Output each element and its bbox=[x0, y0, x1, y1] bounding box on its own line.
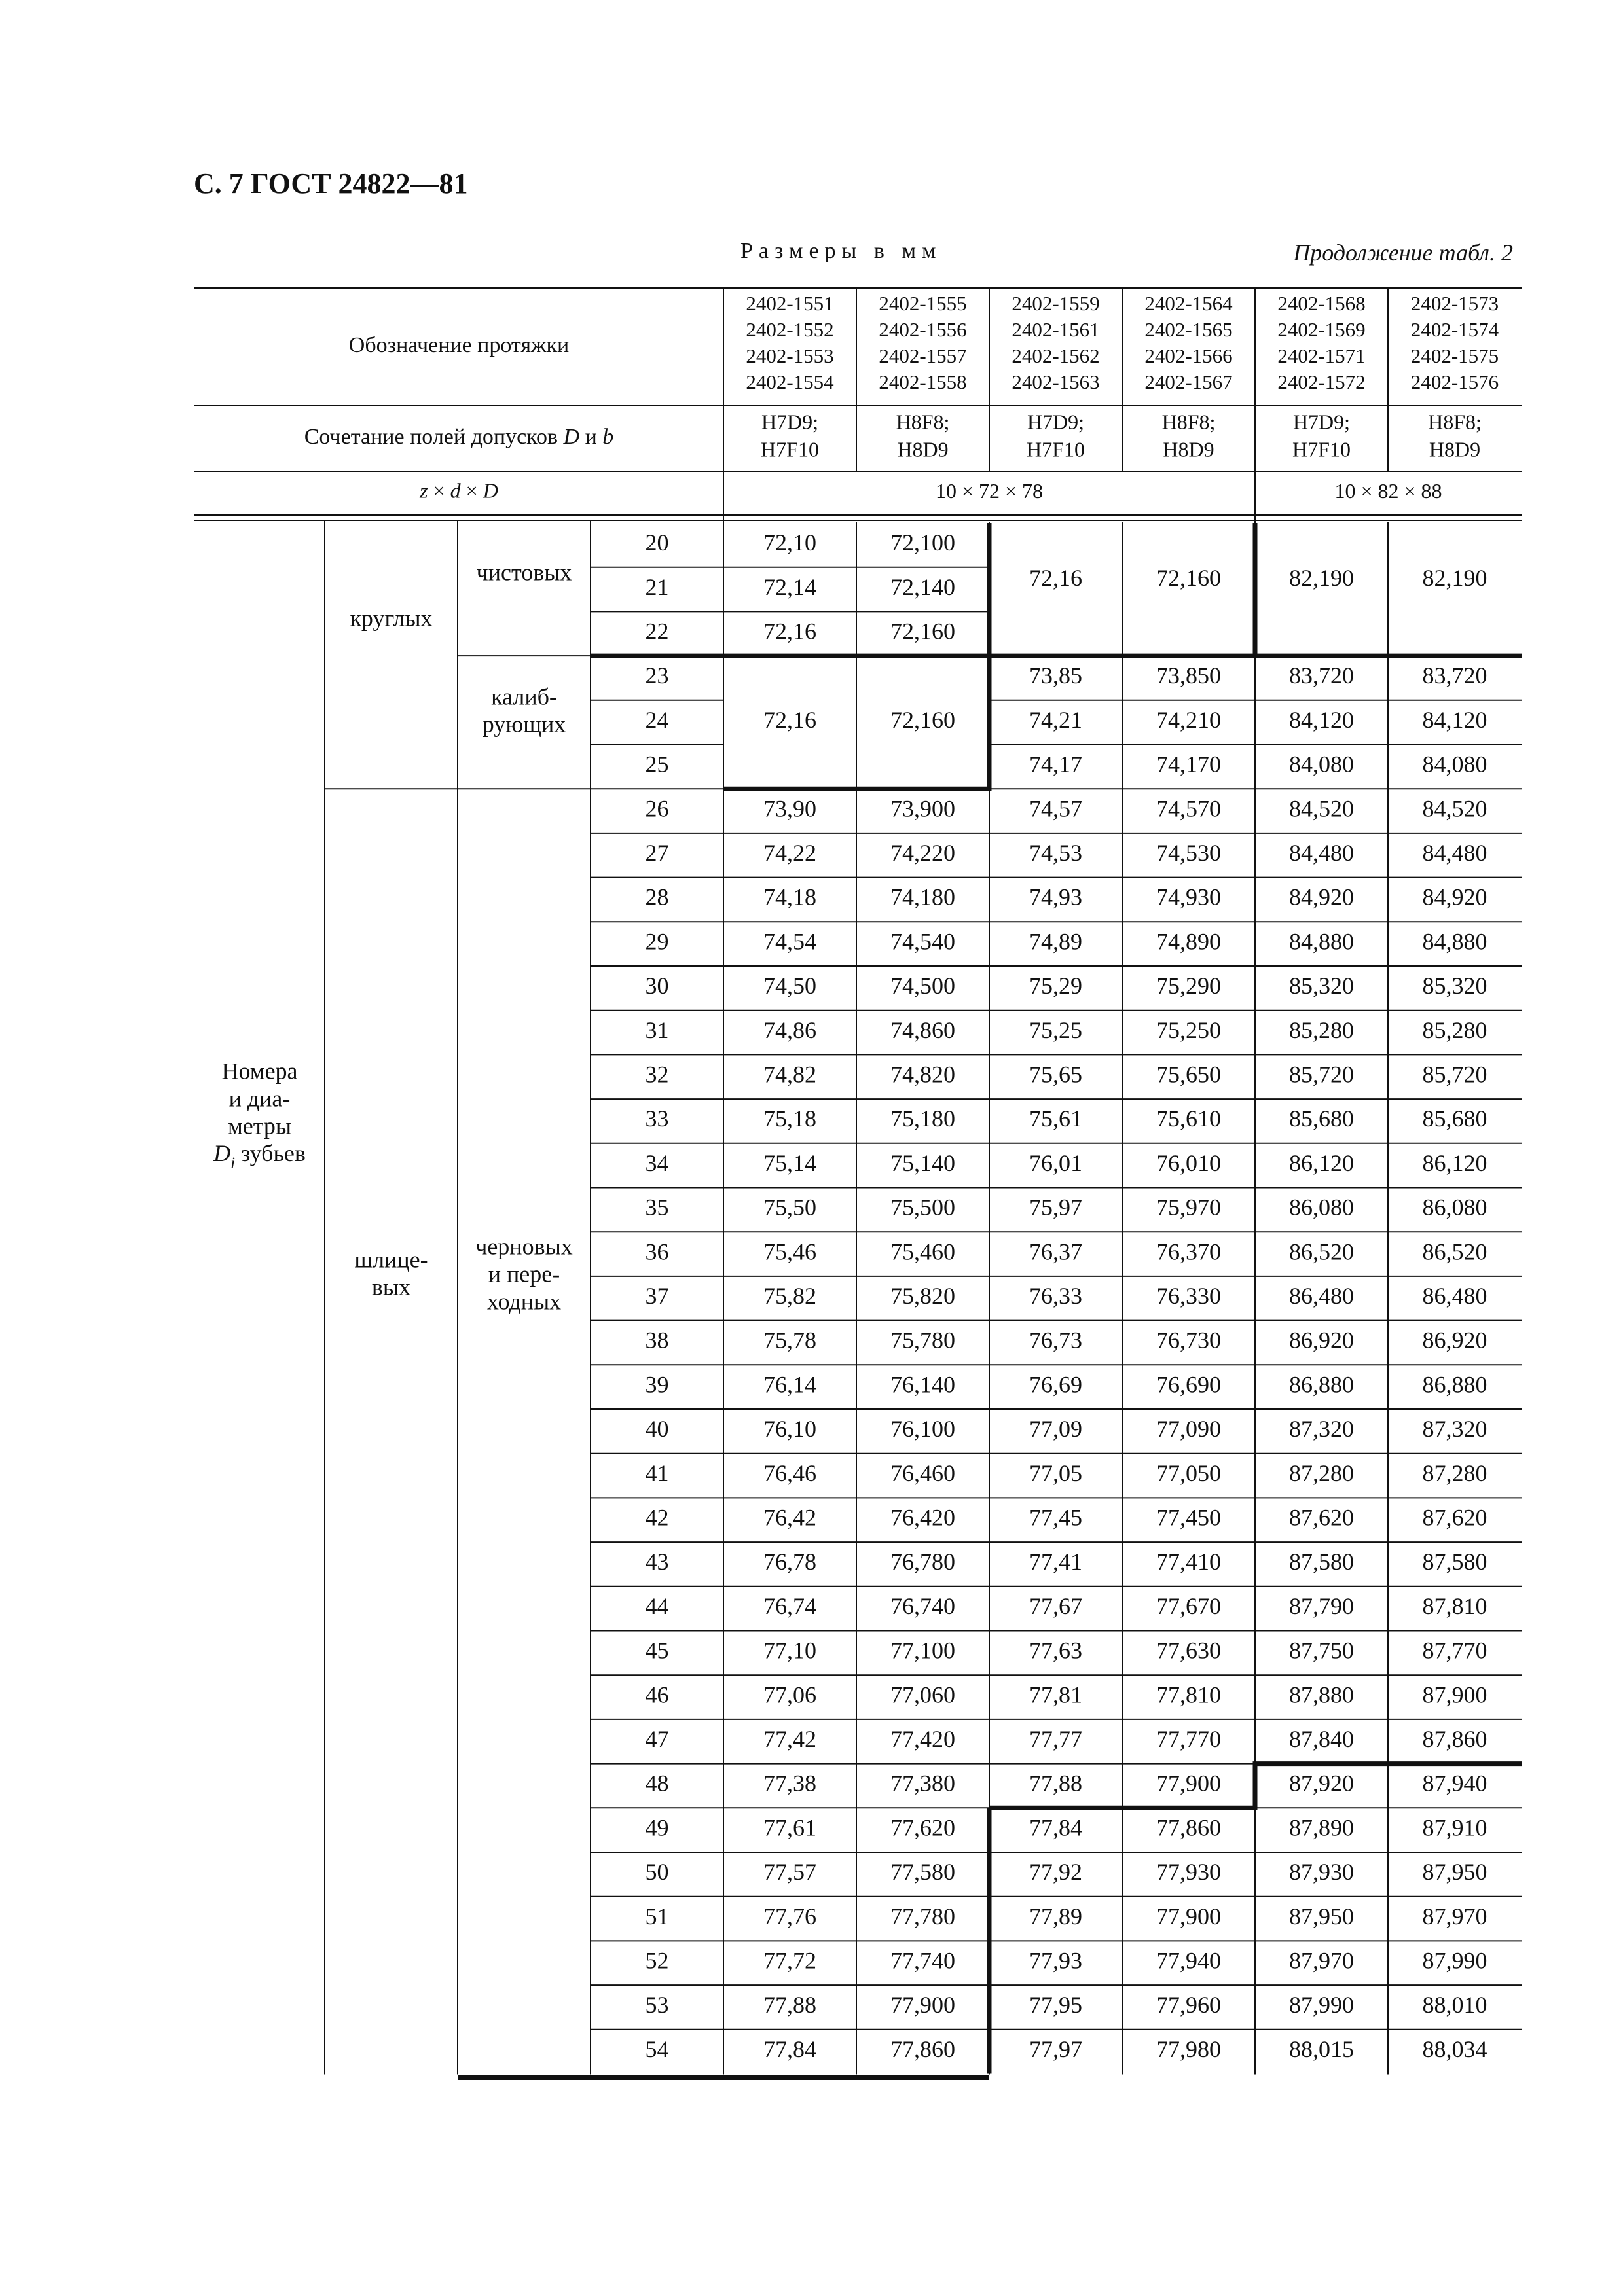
diameter-value: 87,320 bbox=[1422, 1416, 1487, 1443]
designation-code: 2402-1552 bbox=[746, 318, 834, 342]
diameter-value: 77,97 bbox=[1029, 2036, 1082, 2062]
diameter-value: 87,280 bbox=[1422, 1460, 1487, 1486]
diameter-value: 77,740 bbox=[890, 1947, 955, 1974]
tooth-number: 38 bbox=[645, 1327, 669, 1354]
main-category-label: $D_i$ зубьев bbox=[213, 1140, 306, 1173]
diameter-value: 77,45 bbox=[1029, 1504, 1082, 1531]
diameter-value: 77,930 bbox=[1156, 1859, 1221, 1886]
diameter-value: 87,280 bbox=[1289, 1460, 1354, 1486]
diameter-value: 77,060 bbox=[890, 1681, 955, 1708]
diameter-value: 86,120 bbox=[1289, 1149, 1354, 1176]
diameter-value: 87,770 bbox=[1422, 1637, 1487, 1664]
diameter-value: 77,57 bbox=[763, 1859, 816, 1886]
tooth-number: 42 bbox=[645, 1504, 669, 1531]
diameter-value: 77,620 bbox=[890, 1814, 955, 1841]
diameter-value: 84,520 bbox=[1289, 795, 1354, 822]
diameter-value: 87,890 bbox=[1289, 1814, 1354, 1841]
diameter-value: 76,420 bbox=[890, 1504, 955, 1531]
tooth-number: 54 bbox=[645, 2036, 669, 2062]
diameter-value: 82,190 bbox=[1289, 564, 1354, 591]
diameter-value: 74,86 bbox=[763, 1016, 816, 1043]
diameter-value: 77,090 bbox=[1156, 1416, 1221, 1443]
tooth-number: 39 bbox=[645, 1371, 669, 1398]
tooth-number: 51 bbox=[645, 1903, 669, 1929]
diameter-value: 87,620 bbox=[1289, 1504, 1354, 1531]
diameter-value: 73,900 bbox=[890, 795, 955, 822]
page-title: С. 7 ГОСТ 24822—81 bbox=[194, 168, 468, 200]
size-group-1: 10 × 72 × 78 bbox=[935, 478, 1044, 503]
diameter-value: 87,880 bbox=[1289, 1681, 1354, 1708]
diameter-value: 83,720 bbox=[1289, 662, 1354, 689]
diameter-value: 77,89 bbox=[1029, 1903, 1082, 1929]
tooth-number: 49 bbox=[645, 1814, 669, 1841]
diameter-value: 77,940 bbox=[1156, 1947, 1221, 1974]
diameter-value: 75,65 bbox=[1029, 1061, 1082, 1088]
tolerance-code: H8D9 bbox=[897, 437, 949, 461]
tooth-number: 47 bbox=[645, 1726, 669, 1753]
tooth-number: 50 bbox=[645, 1859, 669, 1886]
diameter-value: 86,880 bbox=[1289, 1371, 1354, 1398]
tooth-number: 29 bbox=[645, 928, 669, 955]
zdD-label: z × d × D bbox=[420, 478, 498, 503]
diameter-value: 72,14 bbox=[763, 573, 816, 600]
diameter-value: 87,970 bbox=[1289, 1947, 1354, 1974]
diameter-value: 77,61 bbox=[763, 1814, 816, 1841]
diameter-value: 76,370 bbox=[1156, 1238, 1221, 1265]
diameter-value: 86,880 bbox=[1422, 1371, 1487, 1398]
diameter-value: 75,14 bbox=[763, 1149, 816, 1176]
diameter-value: 76,330 bbox=[1156, 1283, 1221, 1310]
diameter-value: 77,05 bbox=[1029, 1460, 1082, 1486]
diameter-value: 77,900 bbox=[1156, 1770, 1221, 1797]
diameter-value: 86,520 bbox=[1289, 1238, 1354, 1265]
diameter-value: 77,88 bbox=[763, 1992, 816, 2018]
diameter-value: 72,160 bbox=[1156, 564, 1221, 591]
designation-code: 2402-1566 bbox=[1144, 344, 1233, 368]
diameter-value: 74,220 bbox=[890, 840, 955, 867]
diameter-value: 75,50 bbox=[763, 1194, 816, 1221]
diameter-value: 76,78 bbox=[763, 1549, 816, 1575]
diameter-value: 77,06 bbox=[763, 1681, 816, 1708]
designation-code: 2402-1567 bbox=[1144, 370, 1233, 394]
diameter-value: 87,920 bbox=[1289, 1770, 1354, 1797]
diameter-value: 74,180 bbox=[890, 884, 955, 910]
diameter-value: 77,050 bbox=[1156, 1460, 1221, 1486]
diameter-value: 77,380 bbox=[890, 1770, 955, 1797]
diameter-value: 72,16 bbox=[763, 706, 816, 733]
diameter-value: 84,080 bbox=[1422, 751, 1487, 778]
spline-teeth-label: шлице- bbox=[354, 1246, 428, 1273]
diameter-value: 77,63 bbox=[1029, 1637, 1082, 1664]
diameter-value: 85,320 bbox=[1289, 973, 1354, 999]
diameter-value: 86,920 bbox=[1289, 1327, 1354, 1354]
diameter-value: 77,09 bbox=[1029, 1416, 1082, 1443]
tolerance-code: H7D9; bbox=[1027, 410, 1085, 434]
diameter-value: 74,820 bbox=[890, 1061, 955, 1088]
diameter-value: 88,034 bbox=[1422, 2036, 1487, 2062]
tooth-number: 53 bbox=[645, 1992, 669, 2018]
diameter-value: 87,620 bbox=[1422, 1504, 1487, 1531]
tooth-number: 41 bbox=[645, 1460, 669, 1486]
tooth-number: 31 bbox=[645, 1016, 669, 1043]
diameter-value: 77,980 bbox=[1156, 2036, 1221, 2062]
diameter-value: 86,520 bbox=[1422, 1238, 1487, 1265]
tooth-number: 52 bbox=[645, 1947, 669, 1974]
diameter-value: 84,120 bbox=[1422, 706, 1487, 733]
tooth-number: 27 bbox=[645, 840, 669, 867]
diameter-value: 86,080 bbox=[1289, 1194, 1354, 1221]
diameter-value: 87,580 bbox=[1422, 1549, 1487, 1575]
diameter-value: 76,42 bbox=[763, 1504, 816, 1531]
main-category-label: метры bbox=[227, 1113, 292, 1139]
rough-transition-label: и пере- bbox=[488, 1261, 560, 1287]
diameter-value: 75,25 bbox=[1029, 1016, 1082, 1043]
tooth-number: 26 bbox=[645, 795, 669, 822]
diameter-value: 74,930 bbox=[1156, 884, 1221, 910]
tooth-number: 46 bbox=[645, 1681, 669, 1708]
diameter-value: 87,990 bbox=[1289, 1992, 1354, 2018]
tooth-number: 24 bbox=[645, 706, 669, 733]
diameter-value: 76,730 bbox=[1156, 1327, 1221, 1354]
diameter-value: 74,540 bbox=[890, 928, 955, 955]
tolerance-code: H8D9 bbox=[1429, 437, 1481, 461]
tooth-number: 43 bbox=[645, 1549, 669, 1575]
diameter-value: 85,720 bbox=[1422, 1061, 1487, 1088]
diameter-value: 76,010 bbox=[1156, 1149, 1221, 1176]
diameter-value: 76,140 bbox=[890, 1371, 955, 1398]
diameter-value: 77,41 bbox=[1029, 1549, 1082, 1575]
diameter-value: 74,89 bbox=[1029, 928, 1082, 955]
tooth-number: 30 bbox=[645, 973, 669, 999]
diameter-value: 74,500 bbox=[890, 973, 955, 999]
designation-code: 2402-1559 bbox=[1012, 292, 1100, 315]
designation-code: 2402-1554 bbox=[746, 370, 834, 394]
diameter-value: 86,120 bbox=[1422, 1149, 1487, 1176]
designation-code: 2402-1564 bbox=[1144, 292, 1233, 315]
designation-code: 2402-1553 bbox=[746, 344, 834, 368]
diameter-value: 75,780 bbox=[890, 1327, 955, 1354]
diameter-value: 86,480 bbox=[1289, 1283, 1354, 1310]
diameter-value: 75,82 bbox=[763, 1283, 816, 1310]
diameter-value: 84,920 bbox=[1422, 884, 1487, 910]
designation-code: 2402-1556 bbox=[879, 318, 967, 342]
diameter-value: 77,810 bbox=[1156, 1681, 1221, 1708]
designation-code: 2402-1568 bbox=[1277, 292, 1366, 315]
diameter-value: 76,460 bbox=[890, 1460, 955, 1486]
diameter-value: 85,320 bbox=[1422, 973, 1487, 999]
diameter-value: 74,57 bbox=[1029, 795, 1082, 822]
main-category-label: и диа- bbox=[228, 1085, 291, 1112]
diameter-value: 87,320 bbox=[1289, 1416, 1354, 1443]
designation-code: 2402-1557 bbox=[879, 344, 967, 368]
tolerance-code: H8F8; bbox=[896, 410, 950, 434]
diameter-value: 76,690 bbox=[1156, 1371, 1221, 1398]
diameter-value: 77,900 bbox=[1156, 1903, 1221, 1929]
diameter-value: 75,650 bbox=[1156, 1061, 1221, 1088]
designation-code: 2402-1561 bbox=[1012, 318, 1100, 342]
diameter-value: 77,95 bbox=[1029, 1992, 1082, 2018]
diameter-value: 87,860 bbox=[1422, 1726, 1487, 1753]
size-group-2: 10 × 82 × 88 bbox=[1334, 478, 1442, 503]
tooth-number: 36 bbox=[645, 1238, 669, 1265]
tooth-number: 22 bbox=[645, 618, 669, 645]
diameter-value: 86,480 bbox=[1422, 1283, 1487, 1310]
tolerance-fields-label: Сочетание полей допусков D и b bbox=[304, 424, 614, 449]
designation-code: 2402-1572 bbox=[1277, 370, 1366, 394]
diameter-value: 72,140 bbox=[890, 573, 955, 600]
diameter-value: 77,42 bbox=[763, 1726, 816, 1753]
tooth-number: 35 bbox=[645, 1194, 669, 1221]
diameter-value: 85,280 bbox=[1289, 1016, 1354, 1043]
calibrating-label: калиб- bbox=[491, 683, 557, 710]
diameter-value: 84,880 bbox=[1422, 928, 1487, 955]
tolerance-code: H7F10 bbox=[761, 437, 819, 461]
diameter-value: 72,160 bbox=[890, 618, 955, 645]
diameter-value: 84,920 bbox=[1289, 884, 1354, 910]
diameter-value: 85,280 bbox=[1422, 1016, 1487, 1043]
designation-code: 2402-1569 bbox=[1277, 318, 1366, 342]
diameter-value: 87,790 bbox=[1289, 1592, 1354, 1619]
tooth-number: 34 bbox=[645, 1149, 669, 1176]
diameter-value: 75,290 bbox=[1156, 973, 1221, 999]
diameter-value: 75,140 bbox=[890, 1149, 955, 1176]
designation-code: 2402-1555 bbox=[879, 292, 967, 315]
diameter-value: 77,960 bbox=[1156, 1992, 1221, 2018]
diameter-value: 77,77 bbox=[1029, 1726, 1082, 1753]
diameter-value: 87,950 bbox=[1422, 1859, 1487, 1886]
diameter-value: 74,570 bbox=[1156, 795, 1221, 822]
designation-label: Обозначение протяжки bbox=[348, 332, 570, 357]
diameter-value: 77,100 bbox=[890, 1637, 955, 1664]
diameter-value: 87,750 bbox=[1289, 1637, 1354, 1664]
diameter-value: 74,53 bbox=[1029, 840, 1082, 867]
diameter-value: 87,940 bbox=[1422, 1770, 1487, 1797]
diameter-value: 77,860 bbox=[890, 2036, 955, 2062]
diameter-value: 73,850 bbox=[1156, 662, 1221, 689]
diameter-value: 72,100 bbox=[890, 529, 955, 556]
diameter-value: 77,580 bbox=[890, 1859, 955, 1886]
main-category-label: Номера bbox=[221, 1058, 298, 1085]
diameter-value: 86,920 bbox=[1422, 1327, 1487, 1354]
tolerance-code: H7D9; bbox=[1292, 410, 1351, 434]
designation-code: 2402-1562 bbox=[1012, 344, 1100, 368]
diameter-value: 77,92 bbox=[1029, 1859, 1082, 1886]
diameter-value: 72,16 bbox=[763, 618, 816, 645]
diameter-value: 77,67 bbox=[1029, 1592, 1082, 1619]
diameter-value: 87,840 bbox=[1289, 1726, 1354, 1753]
diameter-value: 76,37 bbox=[1029, 1238, 1082, 1265]
diameter-value: 87,810 bbox=[1422, 1592, 1487, 1619]
calibrating-label: рующих bbox=[482, 711, 566, 738]
tolerance-code: H7F10 bbox=[1292, 437, 1351, 461]
diameter-value: 74,82 bbox=[763, 1061, 816, 1088]
spline-teeth-label: вых bbox=[371, 1274, 411, 1300]
diameter-value: 73,85 bbox=[1029, 662, 1082, 689]
diameter-value: 76,780 bbox=[890, 1549, 955, 1575]
diameter-value: 77,72 bbox=[763, 1947, 816, 1974]
diameter-value: 77,84 bbox=[1029, 1814, 1082, 1841]
diameter-value: 87,930 bbox=[1289, 1859, 1354, 1886]
diameter-value: 76,01 bbox=[1029, 1149, 1082, 1176]
diameter-value: 75,970 bbox=[1156, 1194, 1221, 1221]
tooth-number: 21 bbox=[645, 573, 669, 600]
tolerance-code: H7F10 bbox=[1027, 437, 1085, 461]
diameter-value: 88,010 bbox=[1422, 1992, 1487, 2018]
tooth-number: 28 bbox=[645, 884, 669, 910]
diameter-value: 74,890 bbox=[1156, 928, 1221, 955]
diameter-value: 87,900 bbox=[1422, 1681, 1487, 1708]
diameter-value: 77,780 bbox=[890, 1903, 955, 1929]
diameter-value: 76,33 bbox=[1029, 1283, 1082, 1310]
tolerance-code: H8F8; bbox=[1161, 410, 1216, 434]
diameter-value: 74,210 bbox=[1156, 706, 1221, 733]
diameter-value: 75,46 bbox=[763, 1238, 816, 1265]
diameter-value: 75,610 bbox=[1156, 1105, 1221, 1132]
tooth-number: 48 bbox=[645, 1770, 669, 1797]
diameter-value: 84,880 bbox=[1289, 928, 1354, 955]
diameter-value: 77,420 bbox=[890, 1726, 955, 1753]
tooth-number: 37 bbox=[645, 1283, 669, 1310]
finishing-label: чистовых bbox=[476, 559, 572, 586]
diameter-value: 84,520 bbox=[1422, 795, 1487, 822]
diameter-value: 75,180 bbox=[890, 1105, 955, 1132]
rough-transition-label: черновых bbox=[475, 1233, 573, 1260]
diameter-value: 87,950 bbox=[1289, 1903, 1354, 1929]
diameter-value: 76,46 bbox=[763, 1460, 816, 1486]
diameter-value: 75,500 bbox=[890, 1194, 955, 1221]
diameter-value: 85,680 bbox=[1289, 1105, 1354, 1132]
table-continuation-note: Продолжение табл. 2 bbox=[1293, 240, 1513, 266]
designation-code: 2402-1576 bbox=[1410, 370, 1499, 394]
diameter-value: 75,460 bbox=[890, 1238, 955, 1265]
diameter-value: 76,10 bbox=[763, 1416, 816, 1443]
diameter-value: 77,670 bbox=[1156, 1592, 1221, 1619]
diameter-value: 77,900 bbox=[890, 1992, 955, 2018]
diameter-value: 74,860 bbox=[890, 1016, 955, 1043]
diameter-value: 82,190 bbox=[1422, 564, 1487, 591]
diameter-value: 74,54 bbox=[763, 928, 816, 955]
diameter-value: 76,69 bbox=[1029, 1371, 1082, 1398]
tolerance-code: H8F8; bbox=[1428, 410, 1482, 434]
diameter-value: 72,16 bbox=[1029, 564, 1082, 591]
round-teeth-label: круглых bbox=[350, 605, 433, 632]
diameter-value: 74,93 bbox=[1029, 884, 1082, 910]
diameter-value: 77,410 bbox=[1156, 1549, 1221, 1575]
table-grid bbox=[194, 288, 1522, 2078]
diameter-value: 84,480 bbox=[1422, 840, 1487, 867]
tooth-number: 44 bbox=[645, 1592, 669, 1619]
designation-code: 2402-1574 bbox=[1410, 318, 1499, 342]
diameter-value: 77,450 bbox=[1156, 1504, 1221, 1531]
tooth-number: 40 bbox=[645, 1416, 669, 1443]
diameter-value: 74,18 bbox=[763, 884, 816, 910]
tolerance-code: H8D9 bbox=[1163, 437, 1214, 461]
designation-code: 2402-1571 bbox=[1277, 344, 1366, 368]
tooth-number: 25 bbox=[645, 751, 669, 778]
diameter-value: 73,90 bbox=[763, 795, 816, 822]
diameter-value: 75,18 bbox=[763, 1105, 816, 1132]
diameter-value: 74,21 bbox=[1029, 706, 1082, 733]
diameter-value: 77,860 bbox=[1156, 1814, 1221, 1841]
diameter-value: 85,720 bbox=[1289, 1061, 1354, 1088]
diameter-value: 74,22 bbox=[763, 840, 816, 867]
diameter-value: 74,50 bbox=[763, 973, 816, 999]
diameter-value: 84,480 bbox=[1289, 840, 1354, 867]
diameter-value: 74,530 bbox=[1156, 840, 1221, 867]
diameter-value: 77,38 bbox=[763, 1770, 816, 1797]
diameter-value: 76,14 bbox=[763, 1371, 816, 1398]
diameter-value: 74,17 bbox=[1029, 751, 1082, 778]
diameter-value: 77,770 bbox=[1156, 1726, 1221, 1753]
designation-code: 2402-1551 bbox=[746, 292, 834, 315]
tooth-number: 33 bbox=[645, 1105, 669, 1132]
diameter-value: 87,910 bbox=[1422, 1814, 1487, 1841]
diameter-value: 76,740 bbox=[890, 1592, 955, 1619]
tolerance-code: H7D9; bbox=[761, 410, 819, 434]
designation-code: 2402-1563 bbox=[1012, 370, 1100, 394]
units-note: Размеры в мм bbox=[740, 239, 942, 263]
diameter-value: 77,88 bbox=[1029, 1770, 1082, 1797]
diameter-value: 75,78 bbox=[763, 1327, 816, 1354]
diameter-value: 85,680 bbox=[1422, 1105, 1487, 1132]
diameter-value: 75,97 bbox=[1029, 1194, 1082, 1221]
diameter-value: 74,170 bbox=[1156, 751, 1221, 778]
rough-transition-label: ходных bbox=[486, 1288, 562, 1315]
diameter-value: 87,990 bbox=[1422, 1947, 1487, 1974]
diameter-value: 87,580 bbox=[1289, 1549, 1354, 1575]
tooth-number: 32 bbox=[645, 1061, 669, 1088]
diameter-value: 77,93 bbox=[1029, 1947, 1082, 1974]
diameter-value: 77,81 bbox=[1029, 1681, 1082, 1708]
diameter-value: 84,080 bbox=[1289, 751, 1354, 778]
designation-code: 2402-1575 bbox=[1410, 344, 1499, 368]
diameter-value: 76,73 bbox=[1029, 1327, 1082, 1354]
tooth-number: 20 bbox=[645, 529, 669, 556]
diameter-value: 76,100 bbox=[890, 1416, 955, 1443]
diameter-value: 87,970 bbox=[1422, 1903, 1487, 1929]
diameter-value: 72,160 bbox=[890, 706, 955, 733]
diameter-value: 88,015 bbox=[1289, 2036, 1354, 2062]
diameter-value: 84,120 bbox=[1289, 706, 1354, 733]
diameter-value: 86,080 bbox=[1422, 1194, 1487, 1221]
diameter-value: 75,250 bbox=[1156, 1016, 1221, 1043]
diameter-value: 77,84 bbox=[763, 2036, 816, 2062]
diameter-value: 75,61 bbox=[1029, 1105, 1082, 1132]
diameter-value: 77,76 bbox=[763, 1903, 816, 1929]
tooth-number: 45 bbox=[645, 1637, 669, 1664]
diameter-value: 72,10 bbox=[763, 529, 816, 556]
designation-code: 2402-1565 bbox=[1144, 318, 1233, 342]
diameter-value: 77,10 bbox=[763, 1637, 816, 1664]
diameter-value: 76,74 bbox=[763, 1592, 816, 1619]
diameter-value: 75,29 bbox=[1029, 973, 1082, 999]
diameter-value: 75,820 bbox=[890, 1283, 955, 1310]
diameter-value: 77,630 bbox=[1156, 1637, 1221, 1664]
designation-code: 2402-1573 bbox=[1410, 292, 1499, 315]
tooth-number: 23 bbox=[645, 662, 669, 689]
designation-code: 2402-1558 bbox=[879, 370, 967, 394]
diameter-value: 83,720 bbox=[1422, 662, 1487, 689]
